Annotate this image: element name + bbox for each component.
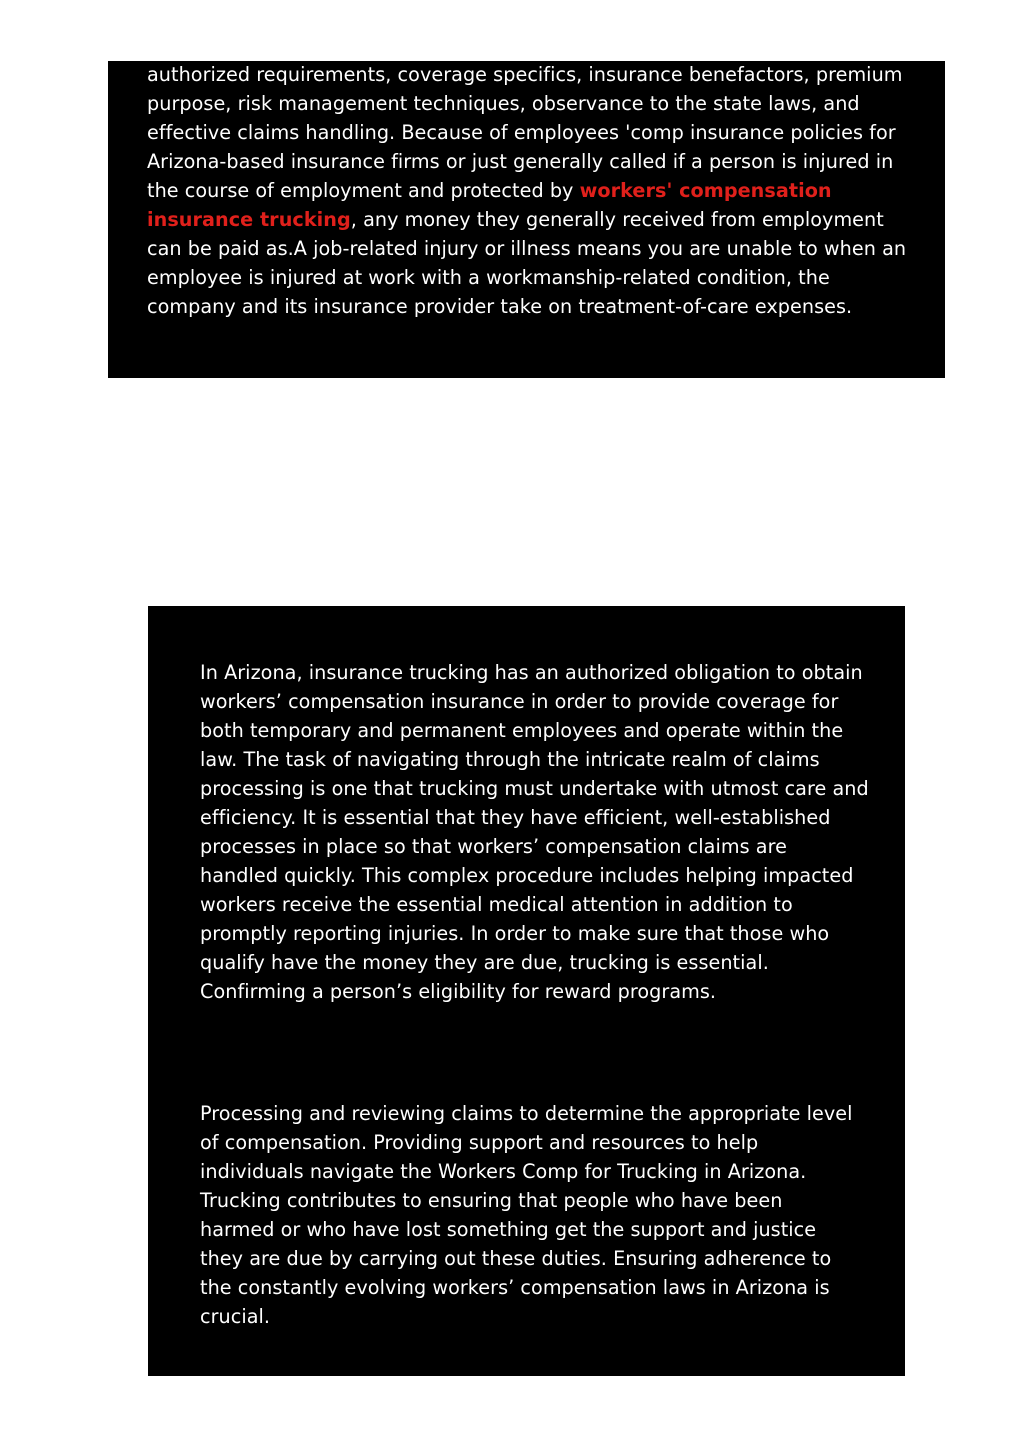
top-text-block: [108, 61, 945, 378]
paragraph-intro-text-start: authorized requirements, coverage specifics, insurance benefactors, premium purpose, risk management techniques, observance to the state laws, and effective claims handling. Because of employees 'comp insurance policies for Arizona-based insurance firms or just generally called if a person is injured in the course of employment and protected by: [147, 63, 903, 202]
paragraph-arizona-obligation: In Arizona, insurance trucking has an authorized obligation to obtain workers’ compensation insurance in order to provide coverage for both temporary and permanent employees and operate within the law. The task of navigating through the intricate realm of claims processing is one that trucking must undertake with utmost care and efficiency. It is essential that they have efficient, well-established processes in place so that workers’ compensation claims are handled quickly. This complex procedure includes helping impacted workers receive the essential medical attention in addition to promptly reporting injuries. In order to make sure that those who qualify have the money they are due, trucking is essential. Confirming a person’s eligibility for reward programs.: [200, 661, 869, 1003]
workers-compensation-link[interactable]: workers' compensation insurance trucking: [147, 179, 832, 231]
paragraph-intro: [147, 60, 917, 321]
bottom-text-block: [148, 606, 905, 1376]
paragraph-claims-processing: Processing and reviewing claims to determine the appropriate level of compensation. Providing support and resources to help individuals navigate the Workers Comp for Trucking in Arizona. Trucking contributes to ensuring that people who have been harmed or who have lost something get the support and justice they are due by carrying out these duties. Ensuring adherence to the constantly evolving workers’ compensation laws in Arizona is crucial.: [200, 1102, 853, 1328]
paragraph-intro-text-end: , any money they generally received from employment can be paid as.A job-related injury or illness means you are unable to when an employee is injured at work with a workmanship-related condition, the company and its insurance provider take on treatment-of-care expenses.: [147, 208, 907, 318]
